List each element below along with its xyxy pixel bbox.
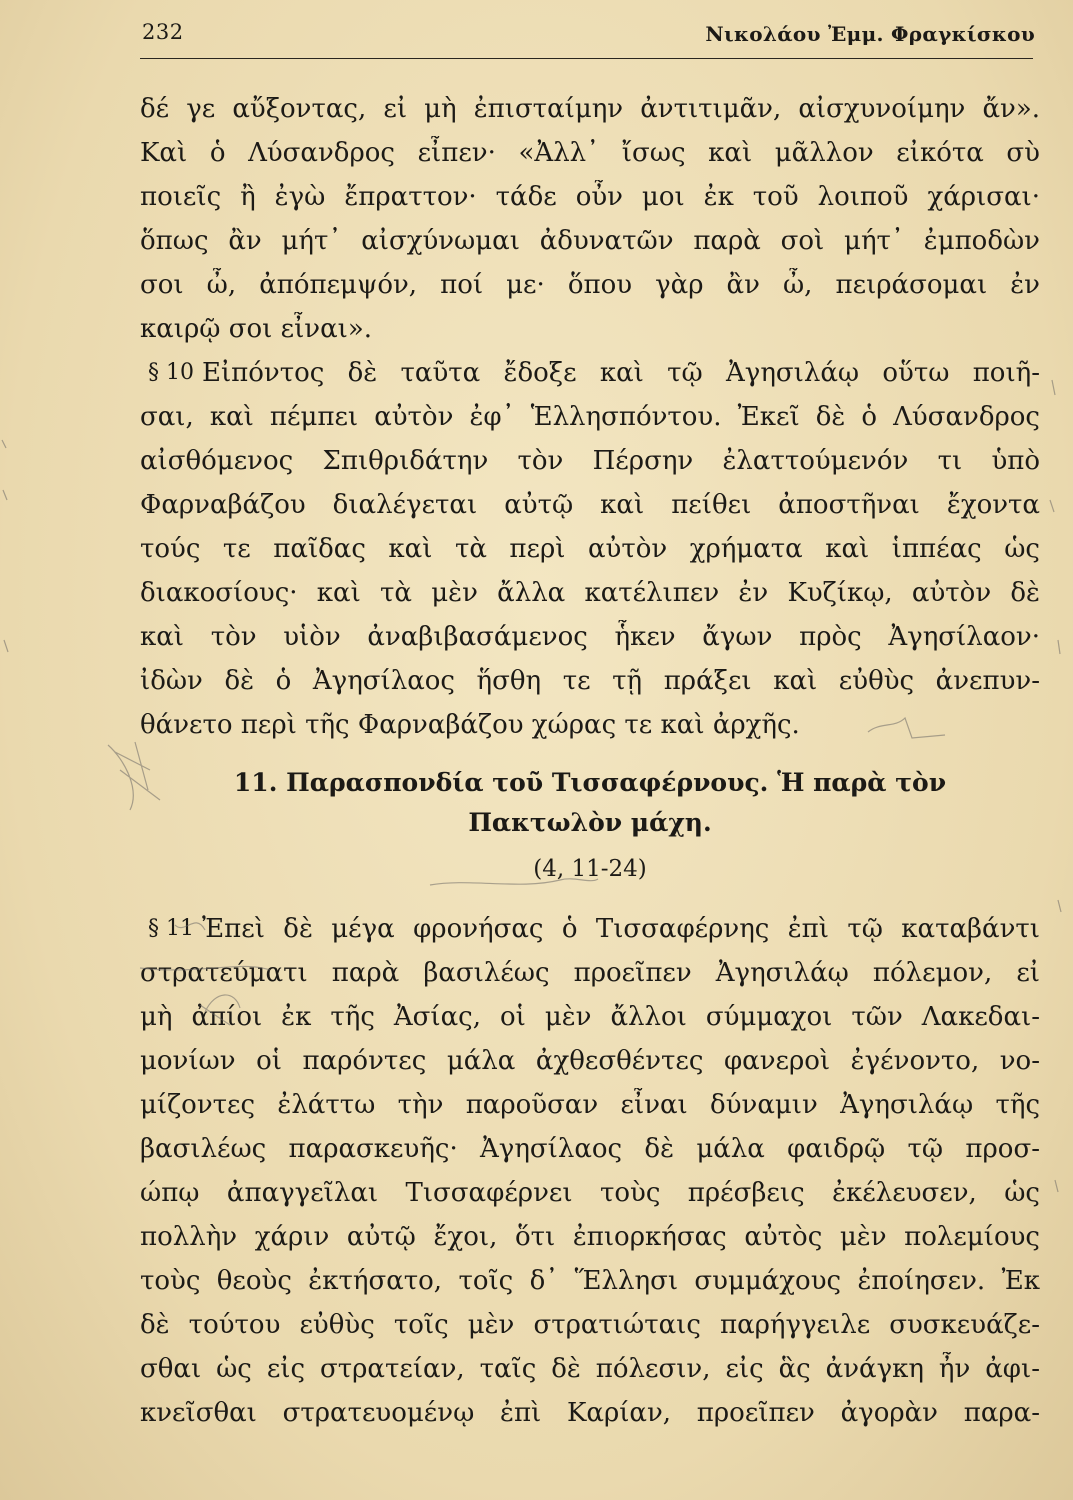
text-line: Εἰπόντος δὲ ταῦτα ἔδοξε καὶ τῷ Ἀγησιλάῳ οὕτω ποιῆ- [202,358,1040,388]
text-line: ἰδὼν δὲ ὁ Ἀγησίλαος ἥσθη τε τῇ πράξει καὶ εὐθὺς ἀνεπυν- [140,666,1040,696]
text-line: Φαρναβάζου διαλέγεται αὐτῷ καὶ πείθει ἀποστῆναι ἔχοντα [140,490,1040,520]
text-line: κνεῖσθαι στρατευομένῳ ἐπὶ Καρίαν, προεῖπεν ἀγορὰν παρα- [140,1398,1040,1428]
running-head: Νικολάου Ἐμμ. Φραγκίσκου [705,22,1035,46]
text-line: μίζοντες ἐλάττω τὴν παροῦσαν εἶναι δύναμιν Ἀγησιλάῳ τῆς [140,1090,1040,1120]
text-line: δέ γε αὔξοντας, εἰ μὴ ἐπισταίμην ἀντιτιμᾶν, αἰσχυνοίμην ἄν». [140,94,1040,124]
section-heading-line-1: 11. Παρασπονδία τοῦ Τισσαφέρνους. Ἡ παρὰ τὸν [233,768,947,797]
text-line: σαι, καὶ πέμπει αὐτὸν ἐφ᾽ Ἑλλησπόντου. Ἐκεῖ δὲ ὁ Λύσανδρος [140,402,1040,432]
text-line: θάνετο περὶ τῆς Φαρναβάζου χώρας τε καὶ ἀρχῆς. [140,710,800,740]
section-reference: (4, 11-24) [533,856,647,882]
text-line: σοι ὦ, ἀπόπεμψόν, ποί με· ὅπου γὰρ ἂν ὦ, πειράσομαι ἐν [140,270,1040,300]
text-line: δὲ τούτου εὐθὺς τοῖς μὲν στρατιώταις παρήγγειλε συσκευάζε- [140,1310,1040,1340]
text-line: μονίων οἱ παρόντες μάλα ἀχθεσθέντες φανεροὶ ἐγένοντο, νο- [140,1046,1040,1076]
text-line: Ἐπεὶ δὲ μέγα φρονήσας ὁ Τισσαφέρνης ἐπὶ τῷ καταβάντι [202,914,1040,944]
section-marker: § 11 [148,916,194,941]
header-rule [140,58,1033,59]
text-line: στρατεύματι παρὰ βασιλέως προεῖπεν Ἀγησιλάῳ πόλεμον, εἰ [140,958,1040,988]
text-line: διακοσίους· καὶ τὰ μὲν ἄλλα κατέλιπεν ἐν Κυζίκῳ, αὐτὸν δὲ [140,578,1040,608]
page-number: 232 [142,20,184,44]
page-header [140,20,1035,56]
text-line: αἰσθόμενος Σπιθριδάτην τὸν Πέρσην ἐλαττούμενόν τι ὑπὸ [140,446,1040,476]
text-line: Καὶ ὁ Λύσανδρος εἶπεν· «Ἀλλ᾽ ἴσως καὶ μᾶλλον εἰκότα σὺ [140,138,1040,168]
text-line: ποιεῖς ἢ ἐγὼ ἔπραττον· τάδε οὖν μοι ἐκ τοῦ λοιποῦ χάρισαι· [140,182,1040,212]
text-line: καιρῷ σοι εἶναι». [140,314,373,344]
text-line: σθαι ὡς εἰς στρατείαν, ταῖς δὲ πόλεσιν, εἰς ἃς ἀνάγκη ἦν ἀφι- [140,1354,1040,1384]
text-line: μὴ ἀπίοι ἐκ τῆς Ἀσίας, οἱ μὲν ἄλλοι σύμμαχοι τῶν Λακεδαι- [140,1002,1040,1032]
text-line: βασιλέως παρασκευῆς· Ἀγησίλαος δὲ μάλα φαιδρῷ τῷ προσ- [140,1134,1040,1164]
text-line: ὅπως ἂν μήτ᾽ αἰσχύνωμαι ἀδυνατῶν παρὰ σοὶ μήτ᾽ ἐμποδὼν [140,226,1040,256]
text-line: πολλὴν χάριν αὐτῷ ἔχοι, ὅτι ἐπιορκήσας αὐτὸς μὲν πολεμίους [140,1222,1040,1252]
text-line: καὶ τὸν υἱὸν ἀναβιβασάμενος ἧκεν ἄγων πρὸς Ἀγησίλαον· [140,622,1040,652]
section-heading-line-2: Πακτωλὸν μάχη. [468,808,712,837]
section-marker: § 10 [148,360,194,385]
text-line: ώπῳ ἀπαγγεῖλαι Τισσαφέρνει τοὺς πρέσβεις ἐκέλευσεν, ὡς [140,1178,1040,1208]
text-line: τοὺς θεοὺς ἐκτήσατο, τοῖς δ᾽ Ἕλλησι συμμάχους ἐποίησεν. Ἐκ [140,1266,1040,1296]
text-line: τούς τε παῖδας καὶ τὰ περὶ αὐτὸν χρήματα καὶ ἱππέας ὡς [140,534,1040,564]
